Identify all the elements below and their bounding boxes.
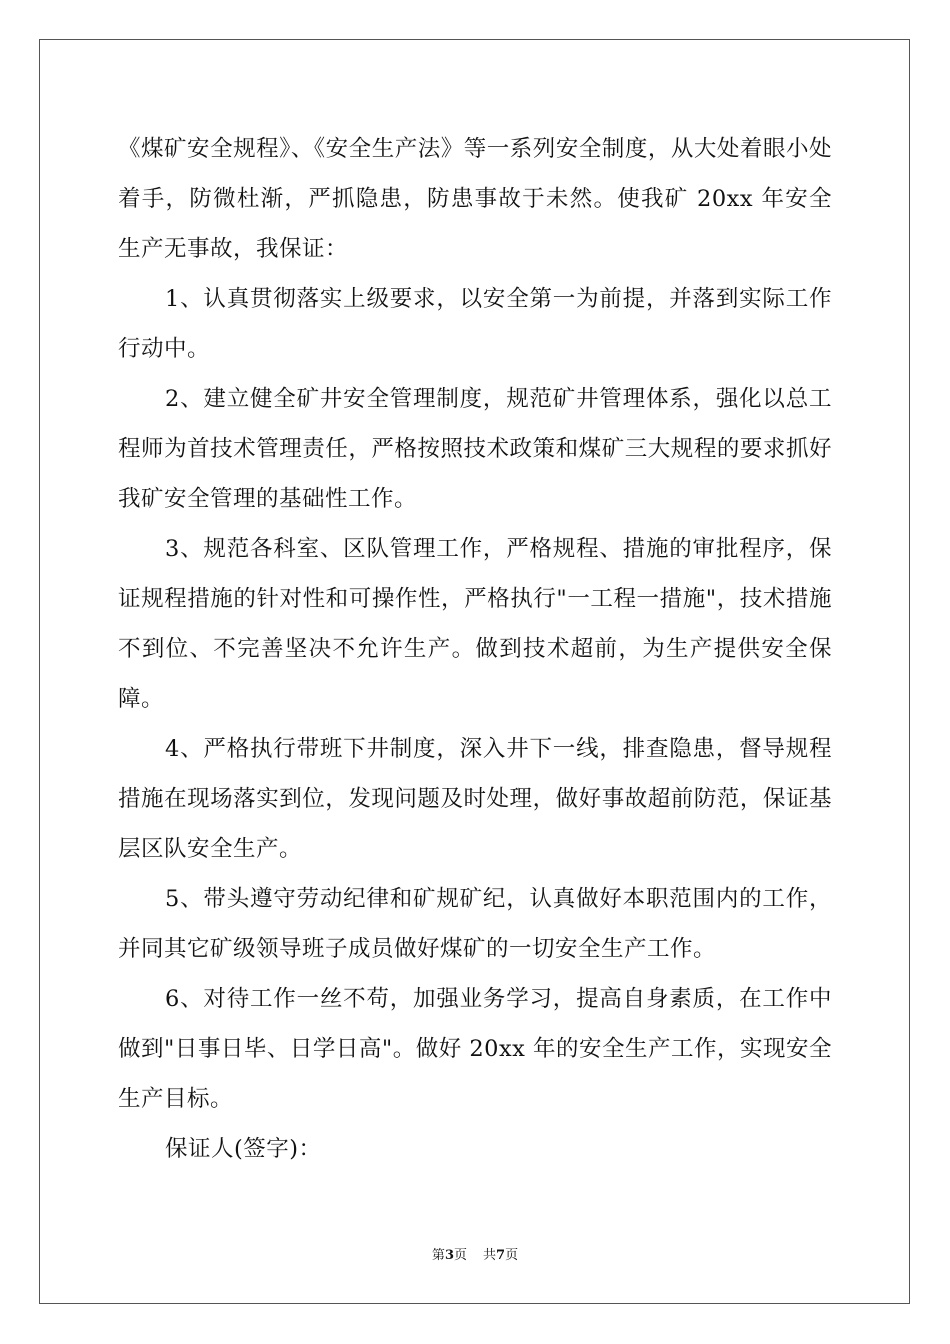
paragraph-item-3: 3、规范各科室、区队管理工作，严格规程、措施的审批程序，保证规程措施的针对性和可操作性，严格执行"一工程一措施"，技术措施不到位、不完善坚决不允许生产。做到技术超前，为生产提供安全保障。 bbox=[118, 536, 832, 712]
paragraph-item-5: 5、带头遵守劳动纪律和矿规矿纪，认真做好本职范围内的工作，并同其它矿级领导班子成员做好煤矿的一切安全生产工作。 bbox=[118, 886, 832, 962]
signature-line: 保证人(签字)： bbox=[165, 1136, 322, 1162]
paragraph-item-6: 6、对待工作一丝不苟，加强业务学习，提高自身素质，在工作中做到"日事日毕、日学日高"。做好 20xx 年的安全生产工作，实现安全生产目标。 bbox=[118, 986, 833, 1112]
total-suffix: 页 bbox=[505, 1248, 519, 1263]
document-body bbox=[118, 124, 832, 1174]
total-pages: 7 bbox=[496, 1248, 506, 1263]
page-suffix: 页 bbox=[453, 1248, 467, 1263]
page-prefix: 第 bbox=[431, 1248, 445, 1263]
page-number: 3 bbox=[444, 1248, 454, 1263]
page-footer bbox=[0, 1247, 950, 1265]
paragraph-item-4: 4、严格执行带班下井制度，深入井下一线，排查隐患，督导规程措施在现场落实到位，发现问题及时处理，做好事故超前防范，保证基层区队安全生产。 bbox=[118, 736, 832, 862]
paragraph-item-2: 2、建立健全矿井安全管理制度，规范矿井管理体系，强化以总工程师为首技术管理责任，严格按照技术政策和煤矿三大规程的要求抓好我矿安全管理的基础性工作。 bbox=[118, 386, 832, 512]
paragraph-item-1: 1、认真贯彻落实上级要求，以安全第一为前提，并落到实际工作行动中。 bbox=[118, 286, 832, 362]
total-prefix: 共 bbox=[483, 1248, 497, 1263]
paragraph-intro: 《煤矿安全规程》、《安全生产法》等一系列安全制度，从大处着眼小处着手，防微杜渐，严抓隐患，防患事故于未然。使我矿 20xx 年安全生产无事故，我保证： bbox=[118, 136, 832, 262]
